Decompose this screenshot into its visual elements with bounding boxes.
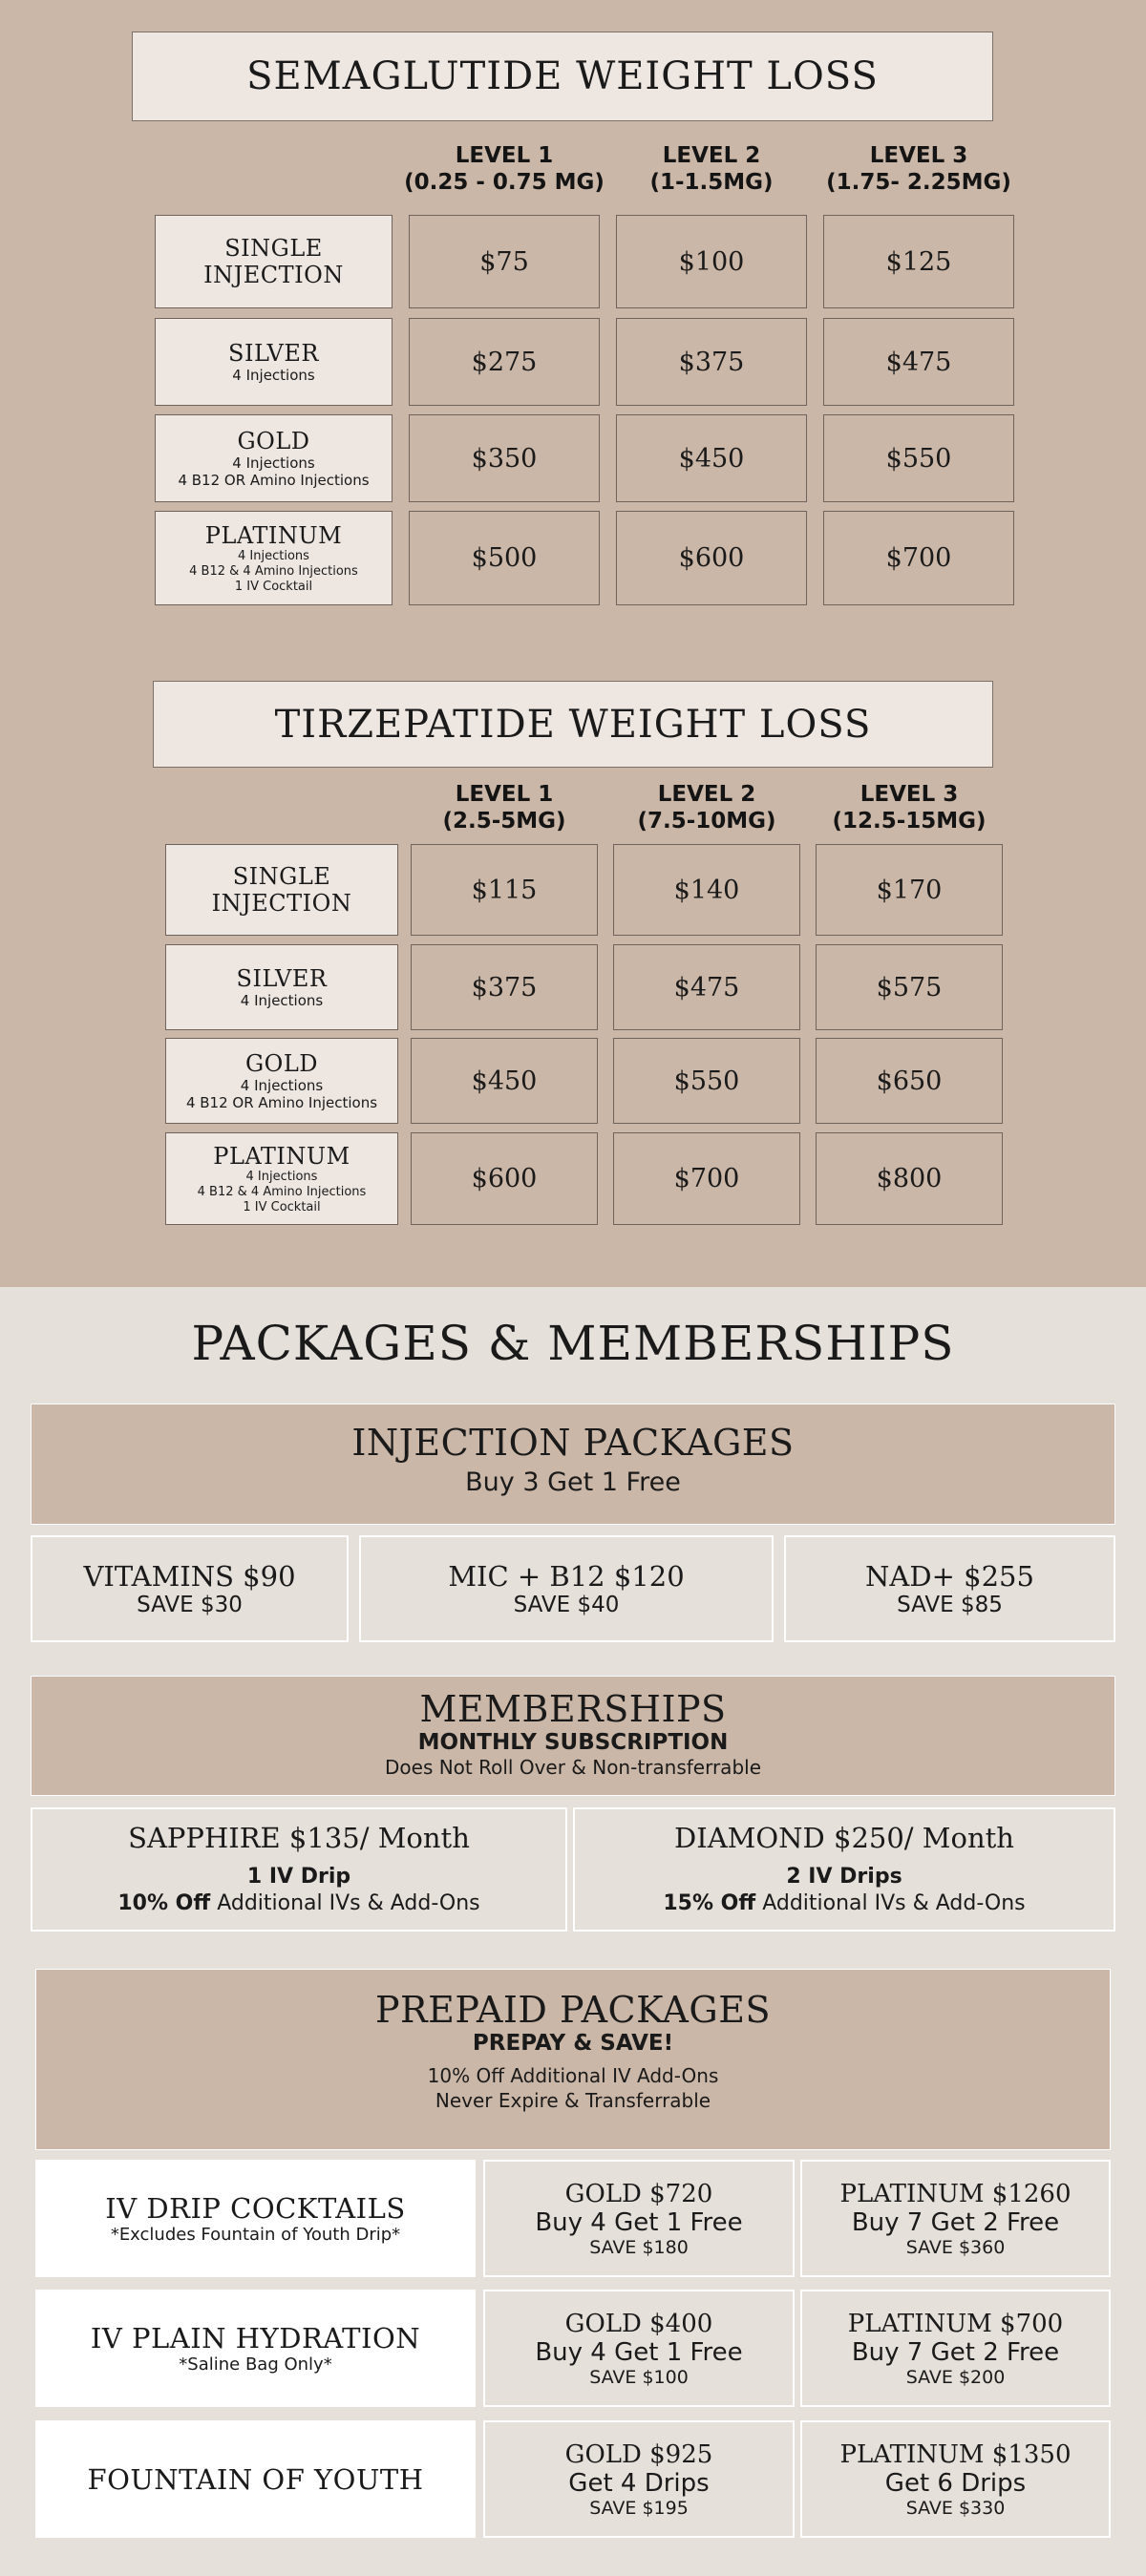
level-header	[597, 142, 826, 196]
prepaid-save: SAVE $330	[905, 2497, 1006, 2519]
tier-name: SINGLE INJECTION	[203, 235, 344, 288]
semaglutide-title: SEMAGLUTIDE WEIGHT LOSS	[132, 32, 993, 121]
tier-label-single-injection	[155, 215, 393, 308]
prepaid-tier-price: GOLD $925	[564, 2439, 713, 2469]
membership-discount-line	[663, 1890, 1025, 1917]
price-cell: $550	[613, 1038, 800, 1124]
price-cell: $275	[409, 318, 600, 406]
tier-detail: 4 Injections	[240, 992, 324, 1009]
prepaid-gold-option[interactable]	[483, 2160, 795, 2277]
prepaid-category-name: IV DRIP COCKTAILS	[105, 2192, 406, 2225]
memberships-note: Does Not Roll Over & Non-transferrable	[385, 1756, 761, 1779]
level-header	[390, 142, 619, 196]
level-header	[392, 781, 617, 834]
tier-name: SILVER	[236, 965, 328, 992]
prepaid-deal: Buy 7 Get 2 Free	[851, 2207, 1060, 2237]
level-name: LEVEL 3	[860, 782, 959, 807]
prepaid-note-1: 10% Off Additional IV Add-Ons	[427, 2064, 719, 2087]
tier-label-gold	[165, 1038, 398, 1124]
prepaid-category-fountain-of-youth	[35, 2420, 476, 2538]
price-cell: $115	[411, 844, 598, 936]
level-header	[796, 781, 1022, 834]
prepaid-platinum-option[interactable]	[800, 2160, 1111, 2277]
prepaid-deal: Buy 4 Get 1 Free	[535, 2337, 743, 2367]
level-dose: (7.5-10MG)	[637, 809, 776, 834]
level-header	[804, 142, 1033, 196]
injection-package-card-nad[interactable]	[784, 1535, 1115, 1642]
packages-memberships-title: PACKAGES & MEMBERSHIPS	[191, 1316, 955, 1371]
membership-card-sapphire[interactable]	[31, 1807, 567, 1932]
level-name: LEVEL 1	[455, 782, 554, 807]
tier-detail: 1 IV Cocktail	[234, 579, 313, 594]
prepaid-category-note: *Excludes Fountain of Youth Drip*	[110, 2225, 401, 2245]
prepaid-note-2: Never Expire & Transferrable	[435, 2089, 711, 2112]
price-cell: $700	[823, 511, 1014, 605]
membership-discount: 10% Off	[117, 1891, 211, 1915]
price-cell: $700	[613, 1132, 800, 1225]
price-cell: $140	[613, 844, 800, 936]
tier-detail: 4 Injections	[245, 1169, 318, 1184]
tier-name: PLATINUM	[204, 521, 343, 549]
prepaid-category-iv-plain-hydration	[35, 2290, 476, 2407]
injection-packages-header	[31, 1404, 1115, 1525]
price-cell: $800	[816, 1132, 1003, 1225]
prepaid-gold-option[interactable]	[483, 2420, 795, 2538]
price-cell: $375	[411, 944, 598, 1030]
level-dose: (1-1.5MG)	[649, 170, 774, 195]
prepaid-tier-price: PLATINUM $700	[847, 2309, 1064, 2338]
tier-label-silver	[155, 318, 393, 406]
level-name: LEVEL 1	[455, 143, 554, 168]
prepaid-platinum-option[interactable]	[800, 2420, 1111, 2538]
level-dose: (12.5-15MG)	[832, 809, 987, 834]
price-cell: $650	[816, 1038, 1003, 1124]
price-cell: $350	[409, 414, 600, 502]
level-dose: (2.5-5MG)	[442, 809, 566, 834]
tier-label-platinum	[165, 1132, 398, 1225]
injection-package-title: NAD+ $255	[865, 1560, 1034, 1593]
prepaid-packages-title: PREPAID PACKAGES	[374, 1989, 771, 2031]
prepaid-category-name: FOUNTAIN OF YOUTH	[87, 2462, 424, 2496]
prepaid-save: SAVE $100	[589, 2366, 689, 2388]
prepaid-deal: Get 6 Drips	[884, 2468, 1027, 2498]
tier-detail: 4 Injections	[232, 454, 315, 472]
injection-package-card-vitamins[interactable]	[31, 1535, 349, 1642]
tier-detail: 4 B12 OR Amino Injections	[185, 1094, 378, 1111]
level-dose: (1.75- 2.25MG)	[826, 170, 1011, 195]
tier-name: SILVER	[228, 340, 319, 367]
tier-detail: 4 Injections	[238, 548, 309, 563]
prepaid-save: SAVE $180	[589, 2236, 689, 2258]
prepaid-platinum-option[interactable]	[800, 2290, 1111, 2407]
injection-package-title: VITAMINS $90	[83, 1560, 296, 1593]
tier-detail: 1 IV Cocktail	[243, 1199, 321, 1214]
price-cell: $500	[409, 511, 600, 605]
price-cell: $475	[613, 944, 800, 1030]
injection-package-title: MIC + B12 $120	[448, 1560, 685, 1593]
level-name: LEVEL 2	[662, 143, 761, 168]
prepaid-packages-header	[35, 1969, 1111, 2150]
tier-label-platinum	[155, 511, 393, 605]
prepaid-deal: Get 4 Drips	[568, 2468, 710, 2498]
memberships-subtitle: MONTHLY SUBSCRIPTION	[417, 1730, 729, 1755]
membership-title: DIAMOND $250/ Month	[674, 1822, 1014, 1854]
prepaid-category-name: IV PLAIN HYDRATION	[90, 2322, 421, 2354]
prepaid-save: SAVE $200	[905, 2366, 1006, 2388]
price-cell: $100	[616, 215, 807, 308]
weight-loss-pricing-section	[0, 0, 1146, 1287]
membership-discount: 15% Off	[663, 1891, 756, 1915]
prepaid-tier-price: GOLD $400	[564, 2309, 713, 2338]
prepaid-packages-subtitle: PREPAY & SAVE!	[472, 2031, 674, 2056]
tier-label-single-injection	[165, 844, 398, 936]
price-cell: $450	[616, 414, 807, 502]
tier-detail: 4 B12 OR Amino Injections	[178, 472, 370, 489]
membership-line1	[786, 1864, 902, 1890]
membership-title: SAPPHIRE $135/ Month	[128, 1822, 470, 1854]
injection-packages-subtitle: Buy 3 Get 1 Free	[465, 1467, 681, 1497]
level-name: LEVEL 2	[657, 782, 756, 807]
tier-name: GOLD	[237, 428, 310, 454]
memberships-title: MEMBERSHIPS	[419, 1688, 727, 1730]
tier-name: SINGLE INJECTION	[211, 863, 352, 917]
price-cell: $600	[411, 1132, 598, 1225]
price-cell: $600	[616, 511, 807, 605]
prepaid-save: SAVE $360	[905, 2236, 1006, 2258]
tier-name: PLATINUM	[213, 1142, 350, 1170]
prepaid-tier-price: PLATINUM $1350	[839, 2439, 1072, 2469]
tier-detail: 4 Injections	[232, 367, 315, 384]
membership-discount-line	[117, 1890, 479, 1917]
prepaid-category-iv-drip-cocktails	[35, 2160, 476, 2277]
price-cell: $75	[409, 215, 600, 308]
level-name: LEVEL 3	[869, 143, 968, 168]
injection-package-save: SAVE $30	[137, 1593, 243, 1617]
memberships-header	[31, 1676, 1115, 1796]
tier-label-gold	[155, 414, 393, 502]
membership-card-diamond[interactable]	[573, 1807, 1115, 1932]
price-cell: $450	[411, 1038, 598, 1124]
injection-package-save: SAVE $40	[513, 1593, 620, 1617]
tier-name: GOLD	[244, 1050, 319, 1077]
level-header	[594, 781, 819, 834]
membership-line1	[247, 1864, 350, 1890]
price-cell: $125	[823, 215, 1014, 308]
injection-packages-title: INJECTION PACKAGES	[351, 1422, 795, 1464]
prepaid-gold-option[interactable]	[483, 2290, 795, 2407]
price-cell: $550	[823, 414, 1014, 502]
tier-label-silver	[165, 944, 398, 1030]
membership-drips: 2 IV Drips	[786, 1865, 902, 1889]
prepaid-category-note: *Saline Bag Only*	[179, 2354, 332, 2375]
tier-detail: 4 B12 & 4 Amino Injections	[197, 1184, 367, 1199]
prepaid-save: SAVE $195	[589, 2497, 689, 2519]
level-dose: (0.25 - 0.75 MG)	[404, 170, 605, 195]
membership-drips: 1 IV Drip	[246, 1865, 351, 1889]
membership-discount-text: Additional IVs & Add-Ons	[210, 1891, 480, 1915]
prepaid-tier-price: GOLD $720	[564, 2179, 713, 2208]
injection-package-card-mic-b12[interactable]	[359, 1535, 774, 1642]
prepaid-deal: Buy 7 Get 2 Free	[851, 2337, 1060, 2367]
tier-detail: 4 B12 & 4 Amino Injections	[189, 563, 358, 579]
price-cell: $475	[823, 318, 1014, 406]
price-cell: $375	[616, 318, 807, 406]
membership-discount-text: Additional IVs & Add-Ons	[755, 1891, 1026, 1915]
injection-package-save: SAVE $85	[897, 1593, 1003, 1617]
prepaid-deal: Buy 4 Get 1 Free	[535, 2207, 743, 2237]
price-cell: $575	[816, 944, 1003, 1030]
prepaid-tier-price: PLATINUM $1260	[839, 2179, 1072, 2208]
price-cell: $170	[816, 844, 1003, 936]
tier-detail: 4 Injections	[240, 1077, 324, 1094]
tirzepatide-title: TIRZEPATIDE WEIGHT LOSS	[153, 681, 993, 768]
